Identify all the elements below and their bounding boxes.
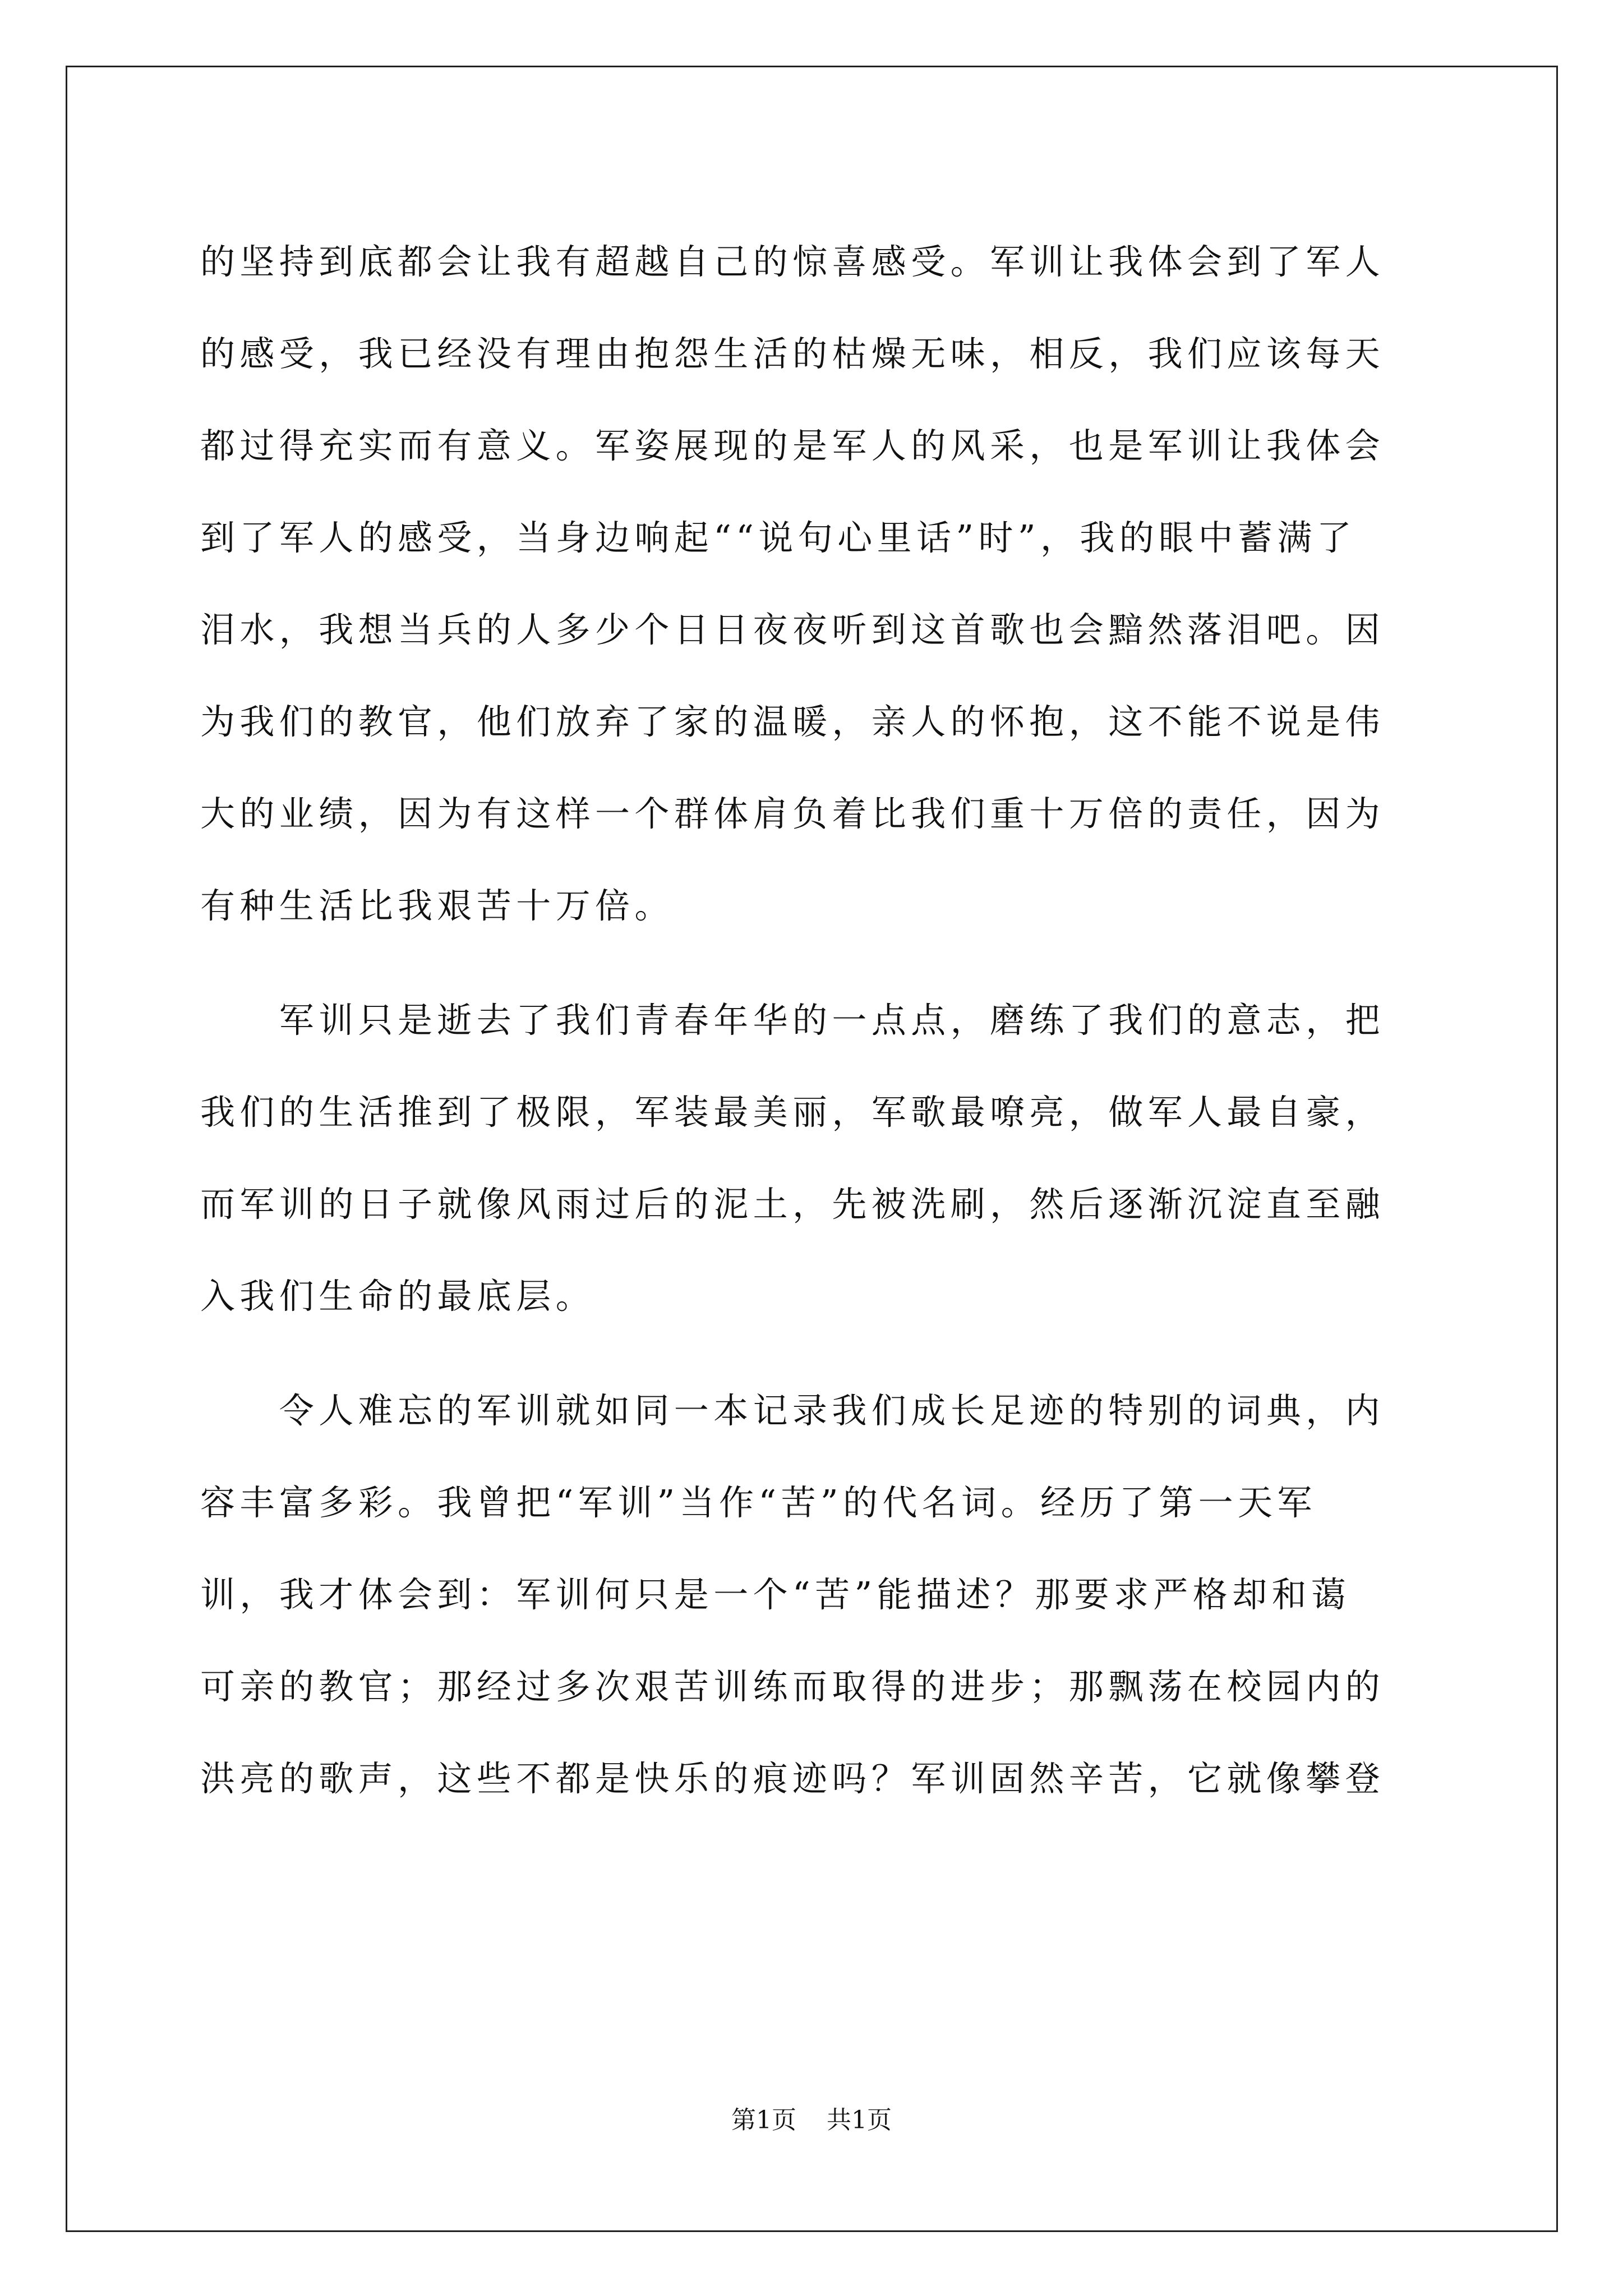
text-line: 容丰富多彩。我曾把“军训”当作“苦”的代名词。经历了第一天军	[200, 1482, 1317, 1523]
text-line: 为我们的教官，他们放弃了家的温暖，亲人的怀抱，这不能不说是伟	[200, 701, 1385, 742]
text-line: 令人难忘的军训就如同一本记录我们成长足迹的特别的词典，内	[200, 1390, 1385, 1431]
text-line: 军训只是逝去了我们青春年华的一点点，磨练了我们的意志，把	[200, 1000, 1385, 1041]
text-line: 有种生活比我艰苦十万倍。	[200, 885, 674, 926]
text-line: 的坚持到底都会让我有超越自己的惊喜感受。军训让我体会到了军人	[200, 241, 1385, 282]
document-body	[200, 216, 1434, 1825]
text-line: 泪水，我想当兵的人多少个日日夜夜听到这首歌也会黯然落泪吧。因	[200, 609, 1385, 650]
text-line: 入我们生命的最底层。	[200, 1276, 596, 1317]
page-number: 第1页	[731, 2106, 796, 2134]
page-footer	[0, 2104, 1623, 2137]
text-line: 到了军人的感受，当身边响起““说句心里话”时”，我的眼中蓄满了	[200, 517, 1357, 558]
text-line: 大的业绩，因为有这样一个群体肩负着比我们重十万倍的责任，因为	[200, 793, 1385, 834]
text-line: 而军训的日子就像风雨过后的泥土，先被洗刷，然后逐渐沉淀直至融	[200, 1184, 1385, 1225]
text-line: 可亲的教官；那经过多次艰苦训练而取得的进步；那飘荡在校园内的	[200, 1666, 1385, 1707]
text-line: 我们的生活推到了极限，军装最美丽，军歌最嘹亮，做军人最自豪，	[200, 1092, 1385, 1133]
page-total: 共1页	[827, 2106, 892, 2134]
text-line: 的感受，我已经没有理由抱怨生活的枯燥无味，相反，我们应该每天	[200, 333, 1385, 374]
paragraph	[200, 216, 1434, 952]
text-line: 都过得充实而有意义。军姿展现的是军人的风采，也是军训让我体会	[200, 425, 1385, 466]
paragraph	[200, 974, 1434, 1342]
text-line: 训，我才体会到：军训何只是一个“苦”能描述？那要求严格却和蔼	[200, 1574, 1351, 1615]
paragraph	[200, 1365, 1434, 1825]
text-line: 洪亮的歌声，这些不都是快乐的痕迹吗？军训固然辛苦，它就像攀登	[200, 1758, 1385, 1799]
